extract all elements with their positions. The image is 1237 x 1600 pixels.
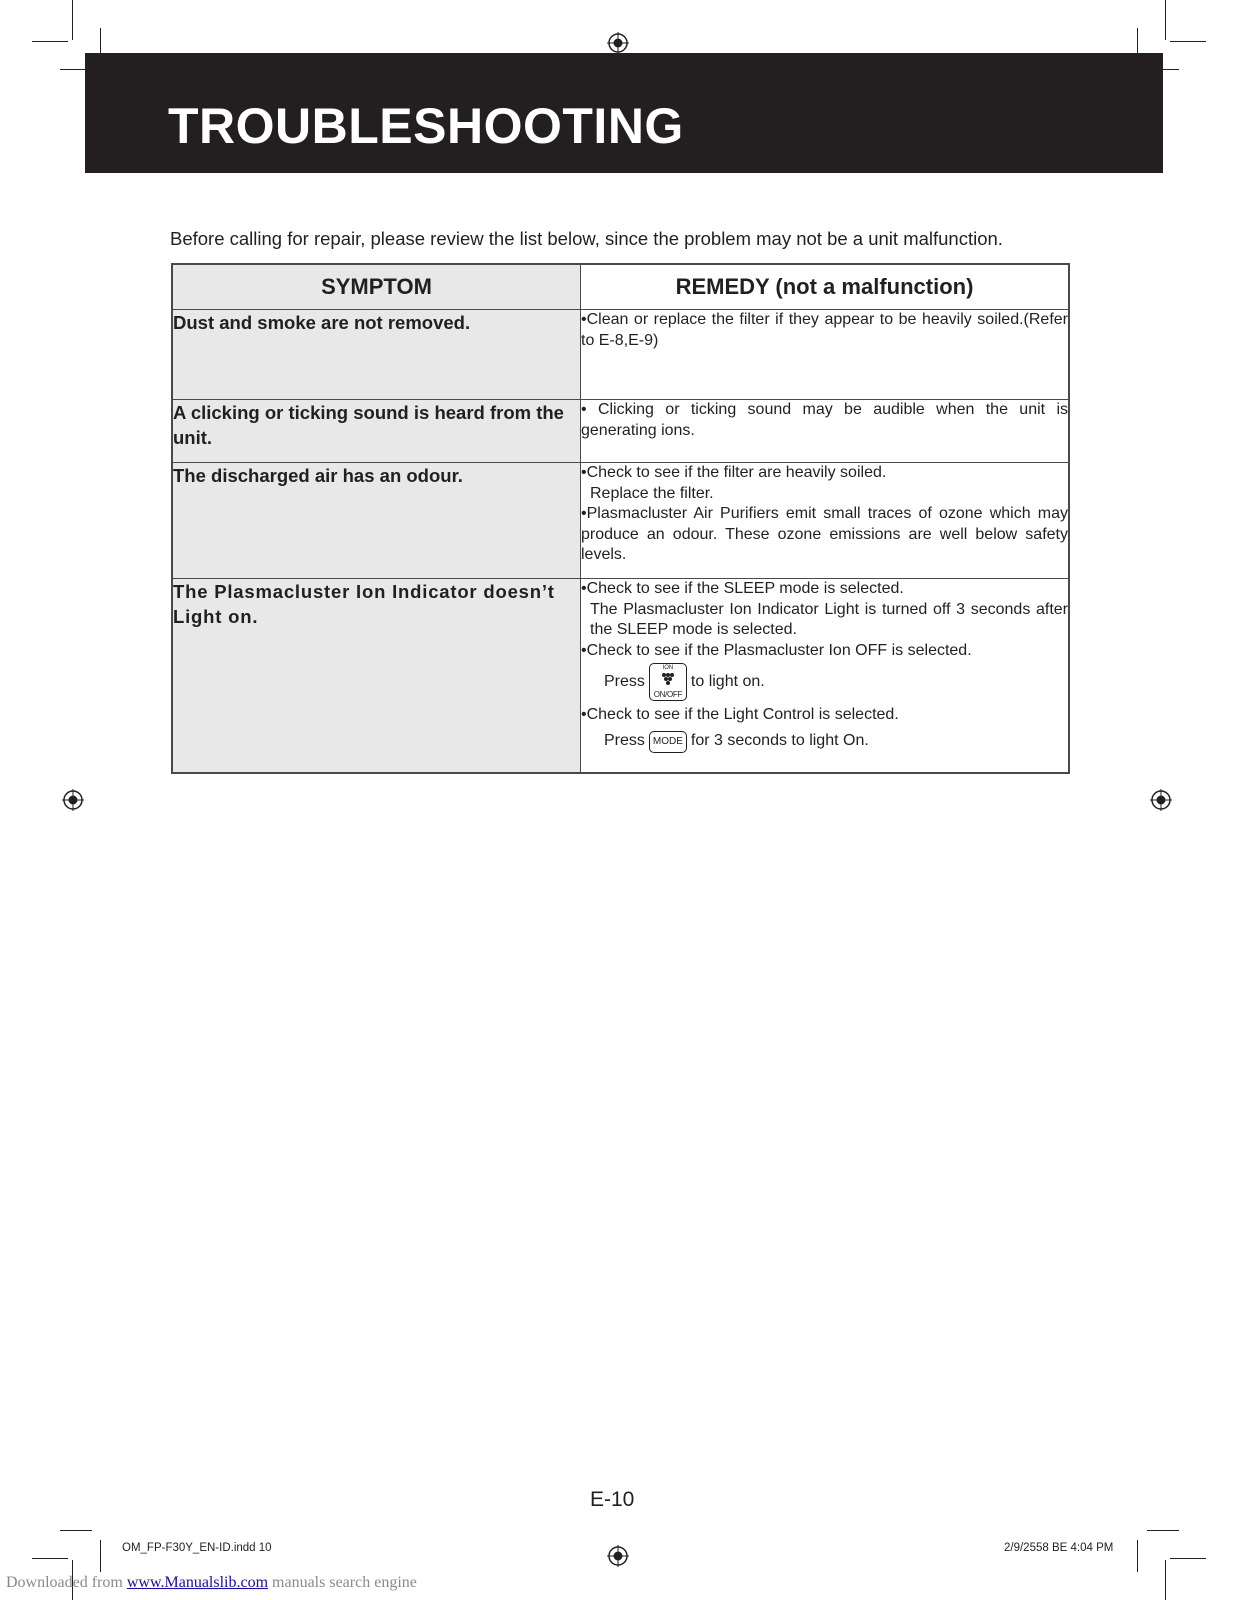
ion-label: ION (662, 665, 674, 671)
plasmacluster-icon (661, 672, 675, 686)
troubleshooting-table (171, 263, 1070, 774)
crop-mark (60, 1530, 92, 1531)
download-suffix: manuals search engine (272, 1574, 417, 1591)
remedy-line: •Plasmacluster Air Purifiers emit small traces of ozone which may produce an odour. These ozone emissions are well below safety levels. (581, 505, 1068, 563)
symptom-cell: Dust and smoke are not removed. (172, 310, 581, 400)
press-after-label: for 3 seconds to light On. (690, 732, 869, 750)
download-prefix: Downloaded from (6, 1574, 123, 1591)
page-number: E-10 (590, 1488, 635, 1511)
symptom-cell: The Plasmacluster Ion Indicator doesn’t Light on. (172, 579, 581, 773)
crop-mark (32, 1558, 68, 1559)
column-header-symptom: SYMPTOM (172, 264, 581, 310)
press-label: Press (604, 672, 645, 690)
remedy-line: •Check to see if the Plasmacluster Ion OFF is selected. (581, 641, 972, 659)
crop-mark (1147, 1530, 1179, 1531)
registration-mark-icon (1150, 789, 1172, 811)
symptom-cell: A clicking or ticking sound is heard from the unit. (172, 400, 581, 463)
manualslib-link[interactable]: www.Manualslib.com (126, 1574, 269, 1591)
remedy-line: •Check to see if the filter are heavily soiled. (581, 464, 887, 481)
registration-mark-icon (607, 1545, 629, 1567)
date-slug: 2/9/2558 BE 4:04 PM (1004, 1542, 1114, 1554)
table-header-row (172, 264, 1069, 310)
remedy-line: •Check to see if the Light Control is selected. (581, 706, 899, 723)
crop-mark (1170, 1558, 1206, 1559)
table-row (172, 310, 1069, 400)
table-row (172, 400, 1069, 463)
remedy-line: • Clicking or ticking sound may be audible when the unit is generating ions. (581, 401, 1068, 439)
press-onoff-instruction (581, 663, 1068, 701)
press-after-label: to light on. (690, 672, 765, 690)
remedy-cell (581, 310, 1070, 400)
crop-mark (72, 0, 73, 40)
remedy-cell (581, 463, 1070, 579)
crop-mark (1165, 0, 1166, 40)
file-slug: OM_FP-F30Y_EN-ID.indd 10 (122, 1542, 272, 1554)
symptom-cell: The discharged air has an odour. (172, 463, 581, 579)
registration-mark-icon (62, 789, 84, 811)
crop-mark (1137, 1540, 1138, 1572)
press-mode-instruction (581, 731, 1068, 753)
crop-mark (1170, 41, 1206, 42)
page-title: TROUBLESHOOTING (168, 98, 684, 154)
press-label: Press (604, 732, 645, 750)
crop-mark (1165, 1560, 1166, 1600)
crop-mark (32, 41, 68, 42)
intro-text: Before calling for repair, please review the list below, since the problem may not be a unit malfunction. (170, 228, 1003, 249)
remedy-cell (581, 579, 1070, 773)
column-header-remedy: REMEDY (not a malfunction) (581, 264, 1070, 310)
registration-mark-icon (607, 32, 629, 54)
download-banner (6, 1574, 417, 1592)
remedy-line: The Plasmacluster Ion Indicator Light is turned off 3 seconds after the SLEEP mode is selected. (590, 600, 1068, 638)
remedy-line: •Check to see if the SLEEP mode is selected. (581, 580, 904, 597)
table-row (172, 579, 1069, 773)
remedy-line: Replace the filter. (590, 484, 714, 502)
crop-mark (100, 1540, 101, 1572)
remedy-cell (581, 400, 1070, 463)
ion-onoff-button-icon (649, 663, 687, 701)
mode-button-icon: MODE (649, 731, 687, 753)
onoff-label: ON/OFF (653, 690, 683, 699)
remedy-line: •Clean or replace the filter if they appear to be heavily soiled.(Refer to E-8,E-9) (581, 311, 1068, 349)
table-row (172, 463, 1069, 579)
